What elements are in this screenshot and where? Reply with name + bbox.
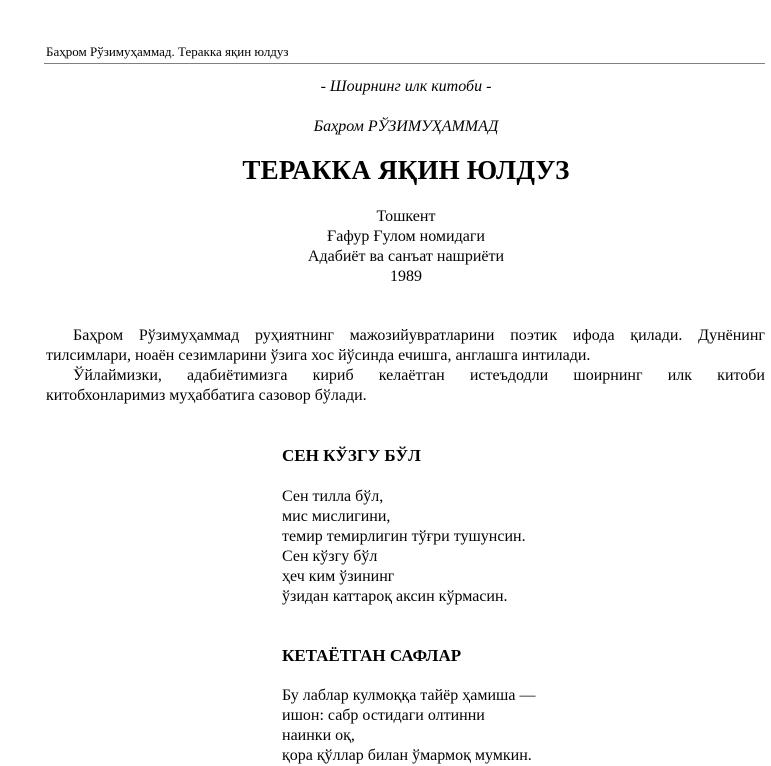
book-author: Баҳром РЎЗИМУҲАММАД xyxy=(313,118,499,135)
intro-paragraph-1: Баҳром Рўзимуҳаммад руҳиятнинг мажозийувратларини поэтик ифода қилади. Дунёнинг тилсимлари, ноаён сезимларини ўзига хос йўсинда ечишга, англашга интилади. xyxy=(46,327,765,364)
poem-line: Сен тилла бўл, xyxy=(282,488,384,505)
intro-text xyxy=(46,326,765,406)
poem-line: темир темирлигин тўғри тушунсин. xyxy=(282,528,526,545)
poem-title: КЕТАЁТГАН САФЛАР xyxy=(282,646,462,665)
poem-line: ўзидан каттароқ аксин кўрмасин. xyxy=(282,588,508,605)
poem-title: СЕН КЎЗГУ БЎЛ xyxy=(282,446,421,465)
header-divider xyxy=(44,63,765,64)
book-title: ТЕРАККА ЯҚИН ЮЛДУЗ xyxy=(242,155,570,185)
running-header: Баҳром Рўзимуҳаммад. Теракка яқин юлдуз xyxy=(46,44,289,59)
publication-year: 1989 xyxy=(390,268,422,285)
intro-paragraph-2-line-2: китобхонларимиз муҳаббатига сазовор бўлади. xyxy=(46,387,367,404)
poem-line: мис мислигини, xyxy=(282,508,391,525)
book-subtitle: - Шоирнинг илк китоби - xyxy=(320,78,492,95)
publication-city: Тошкент xyxy=(376,208,436,225)
poem-line: ишон: сабр остидаги олтинни xyxy=(282,707,485,724)
poem-line: Сен кўзгу бўл xyxy=(282,548,378,565)
publisher-line-1: Ғафур Ғулом номидаги xyxy=(327,228,485,245)
poem-line: қора қўллар билан ўмармоқ мумкин. xyxy=(282,747,532,764)
poem-line: Бу лаблар кулмоққа тайёр ҳамиша — xyxy=(282,687,536,704)
publisher-line-2: Адабиёт ва санъат нашриёти xyxy=(307,248,505,265)
poem-line: наинки оқ, xyxy=(282,727,355,744)
poem-line: ҳеч ким ўзининг xyxy=(282,568,395,585)
intro-paragraph-2-line-1: Ўйлаймизки, адабиётимизга кириб келаётган истеъдодли шоирнинг илк китоби xyxy=(73,367,765,384)
